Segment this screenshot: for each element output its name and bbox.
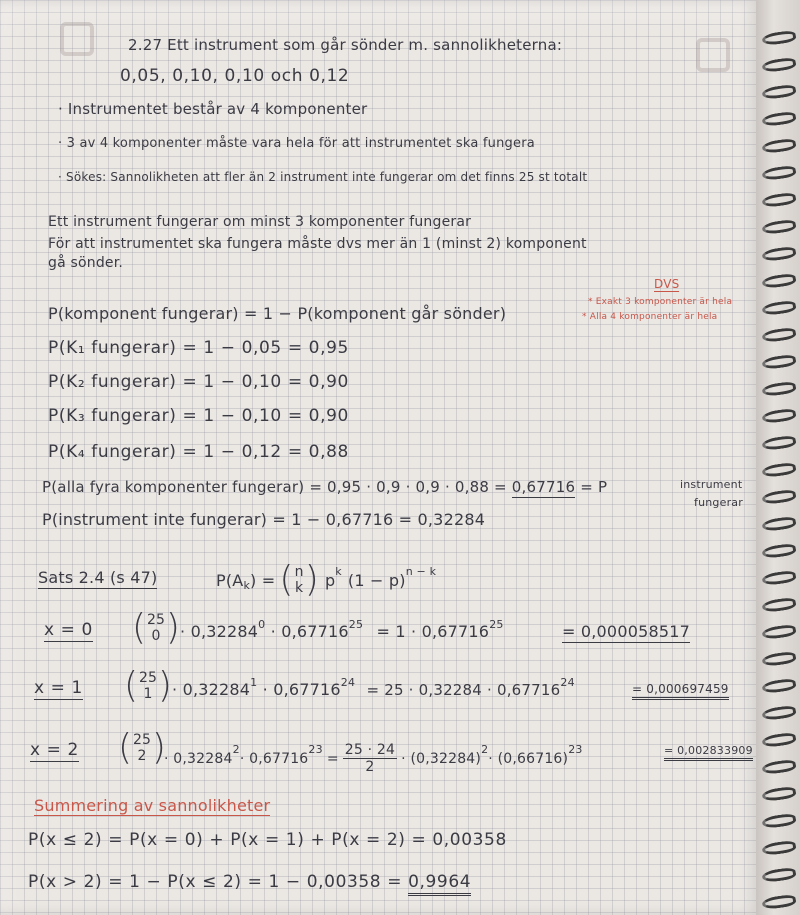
formula-mid: ) = <box>250 570 276 590</box>
binding-ring <box>761 300 796 317</box>
formula-sub: k <box>243 578 251 592</box>
binding-ring <box>761 327 796 344</box>
row-x1-label: x = 1 <box>34 678 83 698</box>
p-all-four-line <box>42 478 607 496</box>
p-all-four-value: 0,67716 <box>511 478 576 496</box>
p-all-four-eq: = P <box>580 478 608 496</box>
binding-ring <box>761 678 796 695</box>
p-all-four-lhs: P(alla fyra komponenter fungerar) = 0,95 · 0,9 · 0,9 · 0,88 = <box>42 478 507 496</box>
watermark-logo-left <box>60 22 94 56</box>
spiral-binding <box>756 0 800 915</box>
fungerar-label: fungerar <box>694 496 743 509</box>
p-not-working-line: P(instrument inte fungerar) = 1 − 0,67716 = 0,32284 <box>42 510 486 529</box>
binding-ring <box>761 732 796 749</box>
summary-line-1: P(x ≤ 2) = P(x = 0) + P(x = 1) + P(x = 2) = 0,00358 <box>28 830 507 850</box>
row-x2-binom: ( 25 2 ) <box>118 727 166 768</box>
final-answer: 0,9964 <box>408 872 471 896</box>
formula-k: k <box>294 580 304 596</box>
problem-title: 2.27 Ett instrument som går sönder m. sannolikheterna: <box>128 36 563 54</box>
row-x2-result: = 0,002833909 <box>664 744 753 761</box>
bullet-requirement: · 3 av 4 komponenter måste vara hela för att instrumentet ska fungera <box>58 136 535 151</box>
binomial-formula <box>216 559 437 600</box>
row-x1-result: = 0,000697459 <box>632 682 729 700</box>
p-component-line: P(komponent fungerar) = 1 − P(komponent går sönder) <box>48 304 507 323</box>
binding-ring <box>761 597 796 614</box>
binding-ring <box>761 489 796 506</box>
row-x2-expr: · 0,32284 2 · 0,67716 23 = $\frac{25 \cdot 24}{2}$ · (0,32284) 2 · (0,66716) 23 <box>164 742 583 775</box>
binding-ring <box>761 894 796 911</box>
formula-q: (1 − p) <box>347 570 406 590</box>
binding-ring <box>761 408 796 425</box>
summary-heading: Summering av sannolikheter <box>34 796 271 815</box>
binding-ring <box>761 57 796 74</box>
binding-ring <box>761 651 796 668</box>
binding-ring <box>761 786 796 803</box>
formula-lhs: P(A <box>216 570 244 590</box>
row-x0-binom: ( 25 0 ) <box>132 607 180 648</box>
binding-ring <box>761 570 796 587</box>
note-all-four: * Alla 4 komponenter är hela <box>582 312 718 322</box>
binding-ring <box>761 867 796 884</box>
formula-exp-nk: n − k <box>405 564 437 578</box>
binding-ring <box>761 759 796 776</box>
row-x0-label: x = 0 <box>44 620 93 640</box>
binding-ring <box>761 543 796 560</box>
instrument-label: instrument <box>680 478 743 491</box>
theorem-label: Sats 2.4 (s 47) <box>38 568 158 587</box>
probability-list: 0,05, 0,10, 0,10 och 0,12 <box>120 66 350 86</box>
binding-ring <box>761 138 796 155</box>
binding-ring <box>761 219 796 236</box>
binding-ring <box>761 462 796 479</box>
bullet-components: · Instrumentet består av 4 komponenter <box>58 100 368 118</box>
formula-binom: ( n k ) <box>279 559 319 600</box>
watermark-logo-right <box>696 38 730 72</box>
binding-ring <box>761 516 796 533</box>
binding-ring <box>761 192 796 209</box>
binding-ring <box>761 813 796 830</box>
reasoning-line-3: gå sönder. <box>48 255 124 271</box>
p-k3-line: P(K₃ fungerar) = 1 − 0,10 = 0,90 <box>48 406 349 426</box>
row-x0-result: = 0,000058517 <box>562 622 690 641</box>
formula-p: p <box>324 570 336 590</box>
reasoning-line-2: För att instrumentet ska fungera måste dvs mer än 1 (minst 2) komponent <box>48 236 587 252</box>
binding-ring <box>761 84 796 101</box>
binding-ring <box>761 111 796 128</box>
binding-ring <box>761 840 796 857</box>
row-x2-label: x = 2 <box>30 740 79 760</box>
binding-ring <box>761 246 796 263</box>
binding-ring <box>761 30 796 47</box>
binding-ring <box>761 624 796 641</box>
row-x1-binom: ( 25 1 ) <box>124 665 172 706</box>
binding-ring <box>761 705 796 722</box>
row-x2-fraction: $\frac{25 \cdot 24}{2}$ <box>344 742 396 775</box>
note-exact-three: * Exakt 3 komponenter är hela <box>588 297 733 307</box>
row-x1-expr: · $0,32284^1 \cdot 0,67716^{24} = 25 \cdot 0,32284 \cdot 0,67716^{24}$ <box>172 676 575 699</box>
p-k4-line: P(K₄ fungerar) = 1 − 0,12 = 0,88 <box>48 442 349 462</box>
p-k2-line: P(K₂ fungerar) = 1 − 0,10 = 0,90 <box>48 372 349 392</box>
binding-ring <box>761 273 796 290</box>
dvs-note: DVS <box>654 277 680 291</box>
summary-line-2: P(x > 2) = 1 − P(x ≤ 2) = 1 − 0,00358 = 0,9964 <box>28 872 471 892</box>
binding-ring <box>761 435 796 452</box>
p-k1-line: P(K₁ fungerar) = 1 − 0,05 = 0,95 <box>48 338 349 358</box>
reasoning-line-1: Ett instrument fungerar om minst 3 komponenter fungerar <box>48 214 472 230</box>
formula-exp-k: k <box>335 564 342 578</box>
binding-ring <box>761 165 796 182</box>
bullet-sought: · Sökes: Sannolikheten att fler än 2 instrument inte fungerar om det finns 25 st totalt <box>58 170 588 184</box>
binding-ring <box>761 381 796 398</box>
row-x0-expr: · $0,32284^0 \cdot 0,67716^{25} = 1 \cdot 0,67716^{25}$ <box>180 618 504 641</box>
binding-ring <box>761 354 796 371</box>
formula-n: n <box>294 564 304 580</box>
